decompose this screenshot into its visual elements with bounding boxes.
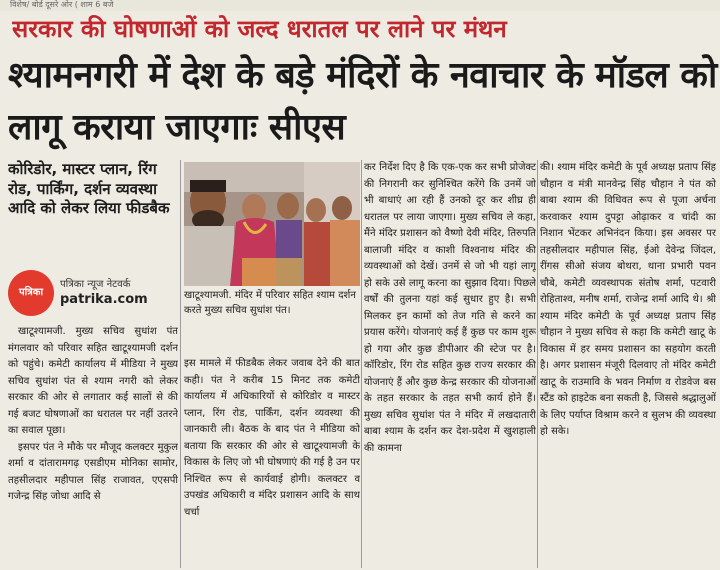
byline-site: patrika.com (60, 292, 148, 307)
paragraph: कर निर्देश दिए है कि एक-एक कर सभी प्रोजेक्ट की निगरानी कर सुनिश्चित करेंगे कि उनमें जो भी बाधाएं आ रही हैं उनको दूर कर शीघ्र ही धरातल पर लाया जाएगा। मुख्य सचिव ले कहा, मैंने मंदिर प्रशासन को वैष्णो देवी मंदिर, तिरुपति बालाजी मंदिर व काशी विश्वनाथ मंदिर की व्यवस्थाओं को देखें। उनमें से जो भी यहां लागू हो सके उसे लागू करना का सुझाव दिया। पिछले वर्षों की तुलना यहां कई सुधार हुए है। सभी मिलकर इन कामों को तेज गति से करने का प्रयास करेंगे। योजनाएं कई हैं कुछ पर काम शुरू हो गया और कुछ डीपीआर की स्टेज पर है। कॉरिडोर, रिंग रोड सहित कुछ राज्य सरकार की योजनाएं हैं और कुछ केन्द्र सरकार की योजनाओं के तहत सरकार के तहत सभी कार्य होने हैं। मुख्य सचिव सुधांश पंत ने मंदिर में लखदातारी बाबा श्याम के दर्शन कर देश-प्रदेश में खुशहाली की कामना (364, 162, 536, 454)
photo-caption: खाटूश्यामजी. मंदिर में परिवार सहित श्याम दर्शन करते मुख्य सचिव सुधांश पंत। (184, 290, 356, 316)
paragraph: इसपर पंत ने मौके पर मौजूद कलक्टर मुकुल शर्मा व दांतारामगढ़ एसडीएम मोनिका सामोर, तहसीलदार महीपाल सिंह राजावत, एएसपी गजेन्द्र सिंह जोधा आदि से (8, 441, 178, 502)
photo-illustration-icon (184, 162, 360, 286)
column-divider (180, 160, 181, 568)
news-photo (184, 162, 360, 286)
article-column-4 (540, 160, 716, 568)
top-strip: विशेष/ बोर्ड दूसरे ओर ( शाम 6 बजे (0, 0, 720, 11)
paragraph: की। श्याम मंदिर कमेटी के पूर्व अध्यक्ष प्रताप सिंह चौहान व मंत्री मानवेन्द्र सिंह चौहान ने पंत को बाबा श्याम की विधिवत रूप से पूजा अर्चना करवाकर श्याम दुपट्टा ओढ़ाकर व चांदी का निशान भेंटकर अभिनंदन किया। इस अवसर पर तहसीलदार महीपाल सिंह, ईओ देवेन्द्र जिंदल, रींगस सीओ संजय बोथरा, थाना प्रभारी पवन चौबे, कमेटी व्यवस्थापक संतोष शर्मा, पटवारी रोहिताश्व, मनीष शर्मा, राजेन्द्र शर्मा आदि थे। श्री श्याम मंदिर कमेटी के पूर्व अध्यक्ष प्रताप सिंह चौहान ने मुख्य सचिव से कहा कि कमेटी खाटू के विकास में हर समय प्रशासन का सहयोग करती है। अगर प्रशासन मंजूरी दिलवाए तो मंदिर कमेटी खाटू के राउमावि के भवन निर्माण व रोडवेज बस स्टैंड को हाइटेक बना सकती है, जिससे श्रद्धालुओं के लिए पर्याप्त विश्राम करने व सुलभ की व्यवस्था हो सके। (540, 162, 716, 437)
patrika-logo-icon: पत्रिका (8, 270, 54, 316)
main-headline: श्यामनगरी में देश के बड़े मंदिरों के नवाचार के मॉडल को लागू कराया जाएगाः सीएस (8, 55, 717, 148)
paragraph: इस मामले में फीडबैक लेकर जवाब देने की बात कही। पंत ने करीब 15 मिनट तक कमेटी कार्यालय में अधिकारियों से कोरिडोर व मास्टर प्लान, रिंग रोड, पार्किंग, दर्शन व्यवस्था की जानकारी ली। बैठक के बाद पंत ने मीडिया को बताया कि सरकार की ओर से खाटूश्यामजी के विकास के लिए जो भी घोषणाएं की गई है उन पर निश्चित रूप से कार्यवाई होगी। कलक्टर व उपखंड अधिकारी व मंदिर प्रशासन आदि के साथ चर्चा (184, 358, 360, 518)
subheadline: कोरिडोर, मास्टर प्लान, रिंग रोड, पार्किंग, दर्शन व्यवस्था आदि को लेकर लिया फीडबैक (8, 160, 170, 217)
column-divider (361, 160, 362, 568)
kicker-headline: सरकार की घोषणाओं को जल्द धरातल पर लाने पर मंथन (12, 15, 507, 43)
byline-agency: पत्रिका न्यूज नेटवर्क (60, 279, 131, 290)
article-column-1 (8, 324, 178, 568)
byline (8, 270, 180, 318)
article-column-3 (364, 160, 536, 568)
column-divider (537, 160, 538, 568)
article-column-2 (184, 356, 360, 568)
paragraph: खाटूश्यामजी. मुख्य सचिव सुधांश पंत मंगलवार को परिवार सहित खाटूश्यामजी दर्शन को पहुंचे। कमेटी कार्यालय में मीडिया ने मुख्य सचिव सुधांश पंत से श्याम नगरी को लेकर सरकार की ओर से लगातार कई सालों से की गई बजट घोषणाओं का धरातल पर नहीं उतरने का सवाल पूछा। (8, 326, 178, 436)
